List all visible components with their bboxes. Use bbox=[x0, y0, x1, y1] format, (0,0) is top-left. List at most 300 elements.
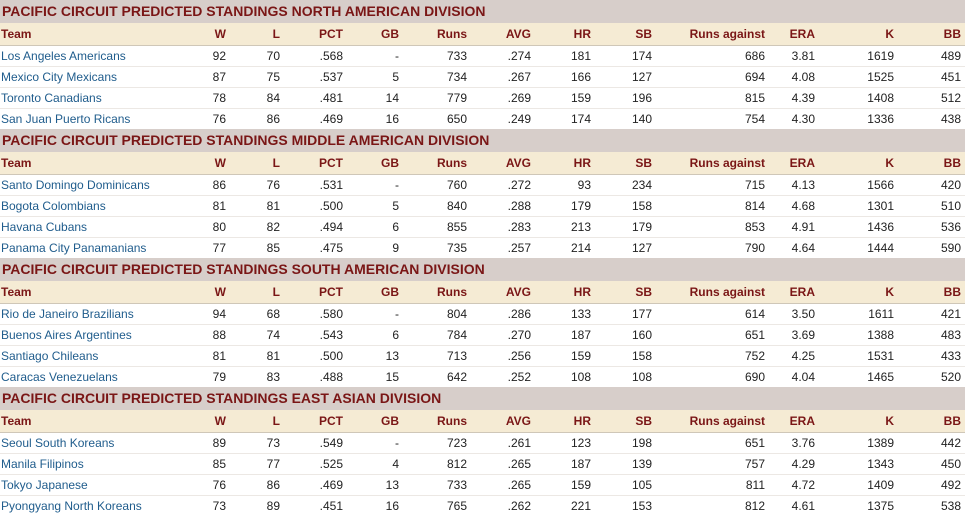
runs-cell: 804 bbox=[399, 303, 467, 324]
team-link[interactable]: Mexico City Mexicans bbox=[1, 69, 118, 84]
team-cell bbox=[0, 87, 191, 108]
runs-cell: 840 bbox=[399, 195, 467, 216]
pct-cell: .543 bbox=[280, 324, 343, 345]
era-cell: 3.69 bbox=[765, 324, 815, 345]
bb-cell: 483 bbox=[894, 324, 965, 345]
hr-cell: 133 bbox=[531, 303, 591, 324]
team-cell bbox=[0, 495, 191, 516]
k-cell: 1409 bbox=[815, 474, 894, 495]
team-link[interactable]: Pyongyang North Koreans bbox=[1, 498, 142, 513]
w-cell: 89 bbox=[191, 432, 226, 453]
team-link[interactable]: San Juan Puerto Ricans bbox=[1, 111, 131, 126]
standings-table bbox=[0, 152, 965, 258]
table-row bbox=[0, 366, 965, 387]
column-header-k: K bbox=[815, 23, 894, 45]
team-cell bbox=[0, 108, 191, 129]
pct-cell: .451 bbox=[319, 498, 343, 513]
table-row bbox=[0, 66, 965, 87]
l-cell: 76 bbox=[226, 174, 280, 195]
l-cell: 85 bbox=[266, 240, 280, 255]
column-header-pct: PCT bbox=[280, 410, 343, 432]
runs-against-cell: 815 bbox=[652, 87, 765, 108]
runs-against-cell: 686 bbox=[652, 45, 765, 66]
hr-cell: 123 bbox=[531, 432, 591, 453]
column-header-w: W bbox=[191, 281, 226, 303]
column-header-bb: BB bbox=[894, 152, 965, 174]
column-header-gb: GB bbox=[343, 152, 399, 174]
era-cell: 4.91 bbox=[765, 216, 815, 237]
era-cell: 4.30 bbox=[791, 111, 815, 126]
table-row bbox=[0, 216, 965, 237]
era-cell: 4.13 bbox=[765, 174, 815, 195]
team-cell bbox=[0, 453, 191, 474]
k-cell: 1343 bbox=[815, 453, 894, 474]
gb-cell: 15 bbox=[385, 369, 399, 384]
team-cell bbox=[0, 366, 191, 387]
l-cell: 68 bbox=[226, 303, 280, 324]
runs-cell: 713 bbox=[399, 345, 467, 366]
l-cell: 83 bbox=[266, 369, 280, 384]
standings-table bbox=[0, 410, 965, 516]
gb-cell: 6 bbox=[343, 324, 399, 345]
w-cell: 81 bbox=[191, 345, 226, 366]
column-header-hr: HR bbox=[531, 23, 591, 45]
gb-cell: 6 bbox=[343, 216, 399, 237]
avg-cell: .269 bbox=[467, 87, 531, 108]
era-cell: 4.29 bbox=[765, 453, 815, 474]
runs-against-cell: 790 bbox=[744, 240, 765, 255]
column-header-runs: Runs bbox=[399, 410, 467, 432]
bb-cell: 536 bbox=[894, 216, 965, 237]
column-header-era: ERA bbox=[765, 23, 815, 45]
team-link[interactable]: Seoul South Koreans bbox=[1, 435, 115, 450]
column-header-bb: BB bbox=[894, 410, 965, 432]
sb-cell: 198 bbox=[591, 432, 652, 453]
standings-table bbox=[0, 23, 965, 129]
column-header-team: Team bbox=[0, 23, 191, 45]
table-row bbox=[0, 174, 965, 195]
l-cell: 89 bbox=[266, 498, 280, 513]
team-link[interactable]: Manila Filipinos bbox=[1, 456, 84, 471]
team-link[interactable]: Panama City Panamanians bbox=[1, 240, 147, 255]
team-link[interactable]: Buenos Aires Argentines bbox=[1, 327, 132, 342]
w-cell: 85 bbox=[191, 453, 226, 474]
division-section bbox=[0, 258, 965, 387]
bb-cell: 442 bbox=[894, 432, 965, 453]
runs-against-cell: 651 bbox=[652, 432, 765, 453]
sb-cell: 177 bbox=[591, 303, 652, 324]
avg-cell: .265 bbox=[467, 453, 531, 474]
w-cell: 80 bbox=[191, 216, 226, 237]
table-row bbox=[0, 108, 965, 129]
division-title: PACIFIC CIRCUIT PREDICTED STANDINGS EAST ASIAN DIVISION bbox=[0, 387, 965, 410]
hr-cell: 166 bbox=[531, 66, 591, 87]
sb-cell: 158 bbox=[591, 345, 652, 366]
column-header-avg: AVG bbox=[467, 23, 531, 45]
gb-cell: 9 bbox=[392, 240, 399, 255]
era-cell: 4.04 bbox=[791, 369, 815, 384]
runs-cell: 855 bbox=[399, 216, 467, 237]
era-cell: 3.81 bbox=[765, 45, 815, 66]
avg-cell: .274 bbox=[467, 45, 531, 66]
w-cell: 76 bbox=[191, 474, 226, 495]
era-cell: 3.50 bbox=[765, 303, 815, 324]
runs-cell: 650 bbox=[446, 111, 467, 126]
runs-cell: 642 bbox=[446, 369, 467, 384]
column-header-k: K bbox=[815, 410, 894, 432]
team-cell bbox=[0, 45, 191, 66]
k-cell: 1336 bbox=[867, 111, 894, 126]
gb-cell: 13 bbox=[343, 474, 399, 495]
team-cell bbox=[0, 432, 191, 453]
team-cell bbox=[0, 324, 191, 345]
column-header-gb: GB bbox=[343, 23, 399, 45]
column-header-runs-against: Runs against bbox=[652, 410, 765, 432]
gb-cell: - bbox=[343, 303, 399, 324]
era-cell: 4.08 bbox=[765, 66, 815, 87]
column-header-runs-against: Runs against bbox=[652, 152, 765, 174]
runs-cell: 733 bbox=[399, 45, 467, 66]
division-title: PACIFIC CIRCUIT PREDICTED STANDINGS NORTH AMERICAN DIVISION bbox=[0, 0, 965, 23]
pct-cell: .469 bbox=[319, 111, 343, 126]
pct-cell: .500 bbox=[280, 345, 343, 366]
avg-cell: .270 bbox=[467, 324, 531, 345]
bb-cell: 512 bbox=[894, 87, 965, 108]
bb-cell: 421 bbox=[894, 303, 965, 324]
w-cell: 94 bbox=[191, 303, 226, 324]
runs-cell: 765 bbox=[446, 498, 467, 513]
pct-cell: .525 bbox=[280, 453, 343, 474]
team-cell bbox=[0, 303, 191, 324]
hr-cell: 174 bbox=[570, 111, 591, 126]
k-cell: 1408 bbox=[815, 87, 894, 108]
column-header-pct: PCT bbox=[280, 152, 343, 174]
avg-cell: .283 bbox=[467, 216, 531, 237]
bb-cell: 492 bbox=[894, 474, 965, 495]
w-cell: 87 bbox=[191, 66, 226, 87]
k-cell: 1531 bbox=[815, 345, 894, 366]
gb-cell: 16 bbox=[385, 498, 399, 513]
runs-against-cell: 651 bbox=[652, 324, 765, 345]
standings-table bbox=[0, 281, 965, 387]
gb-cell: 13 bbox=[343, 345, 399, 366]
column-header-team: Team bbox=[0, 410, 191, 432]
avg-cell: .265 bbox=[467, 474, 531, 495]
pct-cell: .537 bbox=[280, 66, 343, 87]
k-cell: 1611 bbox=[815, 303, 894, 324]
column-header-runs-against: Runs against bbox=[652, 23, 765, 45]
l-cell: 74 bbox=[226, 324, 280, 345]
gb-cell: 16 bbox=[385, 111, 399, 126]
avg-cell: .257 bbox=[507, 240, 531, 255]
hr-cell: 179 bbox=[531, 195, 591, 216]
bb-cell: 489 bbox=[894, 45, 965, 66]
runs-cell: 812 bbox=[399, 453, 467, 474]
column-header-k: K bbox=[815, 152, 894, 174]
table-row bbox=[0, 474, 965, 495]
bb-cell: 438 bbox=[940, 111, 961, 126]
sb-cell: 174 bbox=[591, 45, 652, 66]
pct-cell: .531 bbox=[280, 174, 343, 195]
column-header-hr: HR bbox=[531, 410, 591, 432]
column-header-runs: Runs bbox=[399, 281, 467, 303]
sb-cell: 196 bbox=[591, 87, 652, 108]
avg-cell: .256 bbox=[467, 345, 531, 366]
column-header-era: ERA bbox=[765, 152, 815, 174]
team-link[interactable]: Toronto Canadians bbox=[1, 90, 102, 105]
k-cell: 1465 bbox=[867, 369, 894, 384]
column-header-hr: HR bbox=[531, 281, 591, 303]
hr-cell: 214 bbox=[570, 240, 591, 255]
division-title: PACIFIC CIRCUIT PREDICTED STANDINGS MIDDLE AMERICAN DIVISION bbox=[0, 129, 965, 152]
k-cell: 1388 bbox=[815, 324, 894, 345]
column-header-pct: PCT bbox=[280, 23, 343, 45]
column-header-avg: AVG bbox=[467, 152, 531, 174]
bb-cell: 451 bbox=[894, 66, 965, 87]
pct-cell: .481 bbox=[280, 87, 343, 108]
division-section bbox=[0, 0, 965, 129]
column-header-l: L bbox=[226, 23, 280, 45]
era-cell: 4.72 bbox=[765, 474, 815, 495]
column-header-runs: Runs bbox=[399, 152, 467, 174]
column-header-pct: PCT bbox=[280, 281, 343, 303]
header-row bbox=[0, 410, 965, 432]
column-header-sb: SB bbox=[591, 410, 652, 432]
team-cell bbox=[0, 345, 191, 366]
pct-cell: .568 bbox=[280, 45, 343, 66]
sb-cell: 108 bbox=[631, 369, 652, 384]
division-section bbox=[0, 387, 965, 516]
header-row bbox=[0, 152, 965, 174]
hr-cell: 159 bbox=[531, 87, 591, 108]
column-header-bb: BB bbox=[894, 281, 965, 303]
runs-against-cell: 814 bbox=[652, 195, 765, 216]
team-link[interactable]: Santo Domingo Dominicans bbox=[1, 177, 150, 192]
runs-against-cell: 694 bbox=[652, 66, 765, 87]
table-row bbox=[0, 324, 965, 345]
bb-cell: 520 bbox=[940, 369, 961, 384]
hr-cell: 187 bbox=[531, 324, 591, 345]
hr-cell: 213 bbox=[531, 216, 591, 237]
avg-cell: .286 bbox=[467, 303, 531, 324]
w-cell: 92 bbox=[191, 45, 226, 66]
bb-cell: 450 bbox=[894, 453, 965, 474]
table-row bbox=[0, 45, 965, 66]
table-row bbox=[0, 237, 965, 258]
era-cell: 4.68 bbox=[765, 195, 815, 216]
sb-cell: 153 bbox=[631, 498, 652, 513]
division-title: PACIFIC CIRCUIT PREDICTED STANDINGS SOUTH AMERICAN DIVISION bbox=[0, 258, 965, 281]
k-cell: 1375 bbox=[867, 498, 894, 513]
hr-cell: 221 bbox=[570, 498, 591, 513]
l-cell: 84 bbox=[226, 87, 280, 108]
avg-cell: .288 bbox=[467, 195, 531, 216]
team-cell bbox=[0, 174, 191, 195]
hr-cell: 181 bbox=[531, 45, 591, 66]
hr-cell: 187 bbox=[531, 453, 591, 474]
w-cell: 78 bbox=[191, 87, 226, 108]
column-header-bb: BB bbox=[894, 23, 965, 45]
bb-cell: 433 bbox=[894, 345, 965, 366]
avg-cell: .262 bbox=[507, 498, 531, 513]
header-row bbox=[0, 23, 965, 45]
pct-cell: .488 bbox=[319, 369, 343, 384]
runs-against-cell: 690 bbox=[744, 369, 765, 384]
k-cell: 1436 bbox=[815, 216, 894, 237]
runs-against-cell: 812 bbox=[744, 498, 765, 513]
sb-cell: 139 bbox=[591, 453, 652, 474]
hr-cell: 159 bbox=[531, 345, 591, 366]
era-cell: 4.64 bbox=[791, 240, 815, 255]
sb-cell: 160 bbox=[591, 324, 652, 345]
team-link[interactable]: Havana Cubans bbox=[1, 219, 88, 234]
avg-cell: .272 bbox=[467, 174, 531, 195]
sb-cell: 140 bbox=[631, 111, 652, 126]
gb-cell: - bbox=[343, 174, 399, 195]
k-cell: 1444 bbox=[867, 240, 894, 255]
column-header-w: W bbox=[191, 152, 226, 174]
pct-cell: .500 bbox=[280, 195, 343, 216]
k-cell: 1389 bbox=[815, 432, 894, 453]
w-cell: 79 bbox=[212, 369, 226, 384]
runs-cell: 760 bbox=[399, 174, 467, 195]
gb-cell: 14 bbox=[343, 87, 399, 108]
column-header-l: L bbox=[226, 152, 280, 174]
k-cell: 1301 bbox=[815, 195, 894, 216]
column-header-l: L bbox=[226, 281, 280, 303]
table-row bbox=[0, 432, 965, 453]
table-row bbox=[0, 303, 965, 324]
team-link[interactable]: Los Angeles Americans bbox=[1, 48, 126, 63]
pct-cell: .494 bbox=[280, 216, 343, 237]
team-cell bbox=[0, 237, 191, 258]
l-cell: 81 bbox=[226, 195, 280, 216]
team-link[interactable]: Rio de Janeiro Brazilians bbox=[1, 306, 134, 321]
team-cell bbox=[0, 66, 191, 87]
team-cell bbox=[0, 216, 191, 237]
team-cell bbox=[0, 474, 191, 495]
runs-cell: 784 bbox=[399, 324, 467, 345]
gb-cell: 4 bbox=[343, 453, 399, 474]
w-cell: 77 bbox=[212, 240, 226, 255]
l-cell: 86 bbox=[266, 111, 280, 126]
hr-cell: 108 bbox=[570, 369, 591, 384]
column-header-era: ERA bbox=[765, 410, 815, 432]
bb-cell: 590 bbox=[940, 240, 961, 255]
l-cell: 77 bbox=[226, 453, 280, 474]
team-link[interactable]: Tokyo Japanese bbox=[1, 477, 88, 492]
w-cell: 81 bbox=[191, 195, 226, 216]
table-row bbox=[0, 87, 965, 108]
header-row bbox=[0, 281, 965, 303]
l-cell: 81 bbox=[226, 345, 280, 366]
k-cell: 1619 bbox=[815, 45, 894, 66]
l-cell: 86 bbox=[226, 474, 280, 495]
avg-cell: .261 bbox=[467, 432, 531, 453]
runs-against-cell: 811 bbox=[652, 474, 765, 495]
team-cell bbox=[0, 195, 191, 216]
l-cell: 73 bbox=[226, 432, 280, 453]
era-cell: 3.76 bbox=[765, 432, 815, 453]
k-cell: 1525 bbox=[815, 66, 894, 87]
era-cell: 4.25 bbox=[765, 345, 815, 366]
column-header-runs: Runs bbox=[399, 23, 467, 45]
division-section bbox=[0, 129, 965, 258]
runs-against-cell: 715 bbox=[652, 174, 765, 195]
column-header-sb: SB bbox=[591, 281, 652, 303]
pct-cell: .469 bbox=[280, 474, 343, 495]
column-header-avg: AVG bbox=[467, 410, 531, 432]
pct-cell: .549 bbox=[280, 432, 343, 453]
table-row bbox=[0, 453, 965, 474]
column-header-w: W bbox=[191, 410, 226, 432]
bb-cell: 510 bbox=[894, 195, 965, 216]
sb-cell: 158 bbox=[591, 195, 652, 216]
w-cell: 88 bbox=[191, 324, 226, 345]
k-cell: 1566 bbox=[815, 174, 894, 195]
w-cell: 73 bbox=[212, 498, 226, 513]
avg-cell: .252 bbox=[507, 369, 531, 384]
column-header-k: K bbox=[815, 281, 894, 303]
l-cell: 75 bbox=[226, 66, 280, 87]
runs-against-cell: 757 bbox=[652, 453, 765, 474]
runs-against-cell: 853 bbox=[652, 216, 765, 237]
team-link[interactable]: Caracas Venezuelans bbox=[1, 369, 118, 384]
avg-cell: .249 bbox=[507, 111, 531, 126]
sb-cell: 105 bbox=[591, 474, 652, 495]
bb-cell: 538 bbox=[940, 498, 961, 513]
era-cell: 4.39 bbox=[765, 87, 815, 108]
table-row bbox=[0, 195, 965, 216]
era-cell: 4.61 bbox=[791, 498, 815, 513]
column-header-avg: AVG bbox=[467, 281, 531, 303]
runs-against-cell: 752 bbox=[652, 345, 765, 366]
gb-cell: 5 bbox=[343, 195, 399, 216]
sb-cell: 127 bbox=[631, 240, 652, 255]
l-cell: 82 bbox=[226, 216, 280, 237]
team-link[interactable]: Bogota Colombians bbox=[1, 198, 106, 213]
table-row bbox=[0, 345, 965, 366]
l-cell: 70 bbox=[226, 45, 280, 66]
column-header-sb: SB bbox=[591, 152, 652, 174]
column-header-runs-against: Runs against bbox=[652, 281, 765, 303]
column-header-w: W bbox=[191, 23, 226, 45]
w-cell: 86 bbox=[191, 174, 226, 195]
runs-cell: 735 bbox=[446, 240, 467, 255]
column-header-team: Team bbox=[0, 152, 191, 174]
pct-cell: .475 bbox=[319, 240, 343, 255]
runs-against-cell: 754 bbox=[744, 111, 765, 126]
gb-cell: 5 bbox=[343, 66, 399, 87]
column-header-gb: GB bbox=[343, 410, 399, 432]
gb-cell: - bbox=[343, 432, 399, 453]
hr-cell: 159 bbox=[531, 474, 591, 495]
team-link[interactable]: Santiago Chileans bbox=[1, 348, 99, 363]
runs-cell: 779 bbox=[399, 87, 467, 108]
runs-against-cell: 614 bbox=[652, 303, 765, 324]
column-header-gb: GB bbox=[343, 281, 399, 303]
sb-cell: 127 bbox=[591, 66, 652, 87]
sb-cell: 179 bbox=[591, 216, 652, 237]
pct-cell: .580 bbox=[280, 303, 343, 324]
column-header-l: L bbox=[226, 410, 280, 432]
w-cell: 76 bbox=[212, 111, 226, 126]
runs-cell: 733 bbox=[399, 474, 467, 495]
table-row bbox=[0, 495, 965, 516]
bb-cell: 420 bbox=[894, 174, 965, 195]
sb-cell: 234 bbox=[591, 174, 652, 195]
gb-cell: - bbox=[343, 45, 399, 66]
